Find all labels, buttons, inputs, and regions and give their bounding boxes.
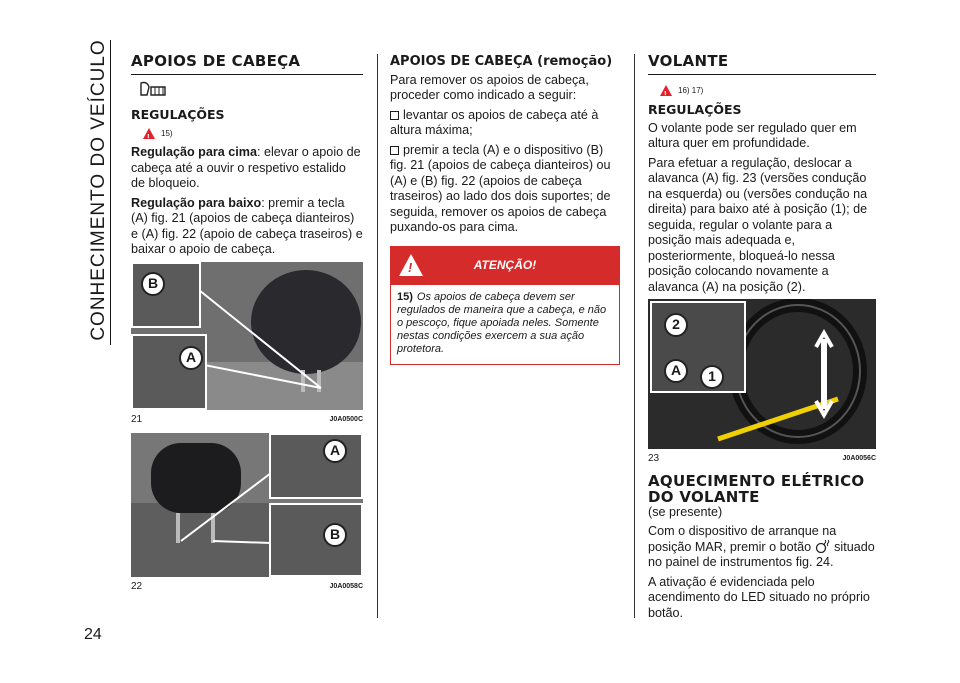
warning-icon bbox=[399, 254, 423, 276]
section-heading: VOLANTE bbox=[648, 54, 876, 75]
callout-a: A bbox=[664, 359, 688, 383]
figure-steering-wheel bbox=[648, 299, 876, 449]
section-heading: APOIOS DE CABEÇA bbox=[131, 54, 363, 75]
side-rule bbox=[110, 40, 111, 345]
inset-detail-b bbox=[269, 503, 363, 577]
paragraph: Com o dispositivo de arranque na posição MAR, premir o botão situado no painel de instrumentos fig. 24. bbox=[648, 524, 875, 569]
warning-icon bbox=[143, 128, 155, 139]
column-divider bbox=[634, 54, 635, 618]
figure-front-headrest bbox=[131, 262, 363, 410]
subheading: REGULAÇÕES bbox=[648, 102, 742, 117]
headrest-symbol-icon bbox=[137, 81, 363, 104]
subheading: REGULAÇÕES bbox=[131, 107, 225, 122]
callout-1: 1 bbox=[700, 365, 724, 389]
warning-ref: ! 15) bbox=[143, 126, 363, 142]
figure-caption: 21 J0A0500C bbox=[131, 413, 363, 425]
attention-box bbox=[390, 246, 620, 365]
column-headrest-removal bbox=[390, 54, 620, 365]
checkbox-bullet-icon bbox=[390, 111, 399, 120]
section-heading: AQUECIMENTO ELÉTRICO DO VOLANTE bbox=[648, 471, 865, 506]
figure-rear-headrest bbox=[131, 433, 363, 577]
paragraph: A ativação é evidenciada pelo acendimento do LED situado no próprio botão. bbox=[648, 574, 870, 620]
paragraph: Para efetuar a regulação, deslocar a alavanca (A) fig. 23 (versões condução na esquerda) ou (versões condução na direita) para baixo até à posição (1); de seguida, regular o volante para a posição mais adequada e, posteriormente, bloqueá-lo nessa posição colocando novamente a alavanca (A) na posição (2). bbox=[648, 155, 868, 294]
figure-caption: 23 J0A0056C bbox=[648, 453, 876, 464]
bullet-item: levantar os apoios de cabeça até à altura máxima; bbox=[390, 107, 599, 137]
attention-header: ! ATENÇÃO! bbox=[391, 247, 619, 285]
figure-caption: 22 J0A0058C bbox=[131, 581, 363, 592]
inset-detail-a bbox=[269, 433, 363, 499]
bullet-item: premir a tecla (A) e o dispositivo (B) fig. 21 (apoios de cabeça dianteiros) ou (A) e (B) fig. 22 (apoios de cabeça traseiros) ao lado dos dois suportes; de seguida, remover os apoios de cabeça puxando-os para cima. bbox=[390, 142, 611, 234]
section-heading: APOIOS DE CABEÇA (remoção) bbox=[390, 54, 613, 69]
callout-b: B bbox=[323, 523, 347, 547]
paragraph: (se presente) bbox=[648, 504, 723, 519]
attention-body: 15) Os apoios de cabeça devem ser regulados de maneira que a cabeça, e não o pescoço, fique apoiada neles. Somente nestas condições exercem a sua ação protetora. bbox=[397, 290, 607, 355]
inset-detail-b bbox=[131, 262, 201, 328]
column-divider bbox=[377, 54, 378, 618]
paragraph: O volante pode ser regulado quer em altura quer em profundidade. bbox=[648, 120, 857, 150]
warning-ref: ! 16) 17) bbox=[660, 83, 876, 99]
chapter-side-title: CONHECIMENTO DO VEÍCULO bbox=[88, 39, 109, 341]
column-headrests bbox=[131, 54, 363, 601]
callout-b: B bbox=[141, 272, 165, 296]
paragraph: Regulação para cima: elevar o apoio de cabeça até a ouvir o respetivo estalido de bloqueio. bbox=[131, 145, 361, 190]
heated-steering-wheel-icon bbox=[815, 540, 831, 553]
callout-2: 2 bbox=[664, 313, 688, 337]
warning-icon bbox=[660, 85, 672, 96]
callout-a: A bbox=[179, 346, 203, 370]
inset-lever-detail bbox=[650, 301, 746, 393]
checkbox-bullet-icon bbox=[390, 146, 399, 155]
paragraph: Para remover os apoios de cabeça, proceder como indicado a seguir: bbox=[390, 72, 589, 102]
paragraph: Regulação para baixo: premir a tecla (A) fig. 21 (apoios de cabeça dianteiros) e (A) fig. 22 (apoio de cabeça traseiros) e baixar o apoio de cabeça. bbox=[131, 195, 363, 256]
column-steering-wheel bbox=[648, 54, 876, 625]
inset-detail-a bbox=[131, 334, 207, 410]
callout-a: A bbox=[323, 439, 347, 463]
page-number: 24 bbox=[84, 626, 102, 643]
